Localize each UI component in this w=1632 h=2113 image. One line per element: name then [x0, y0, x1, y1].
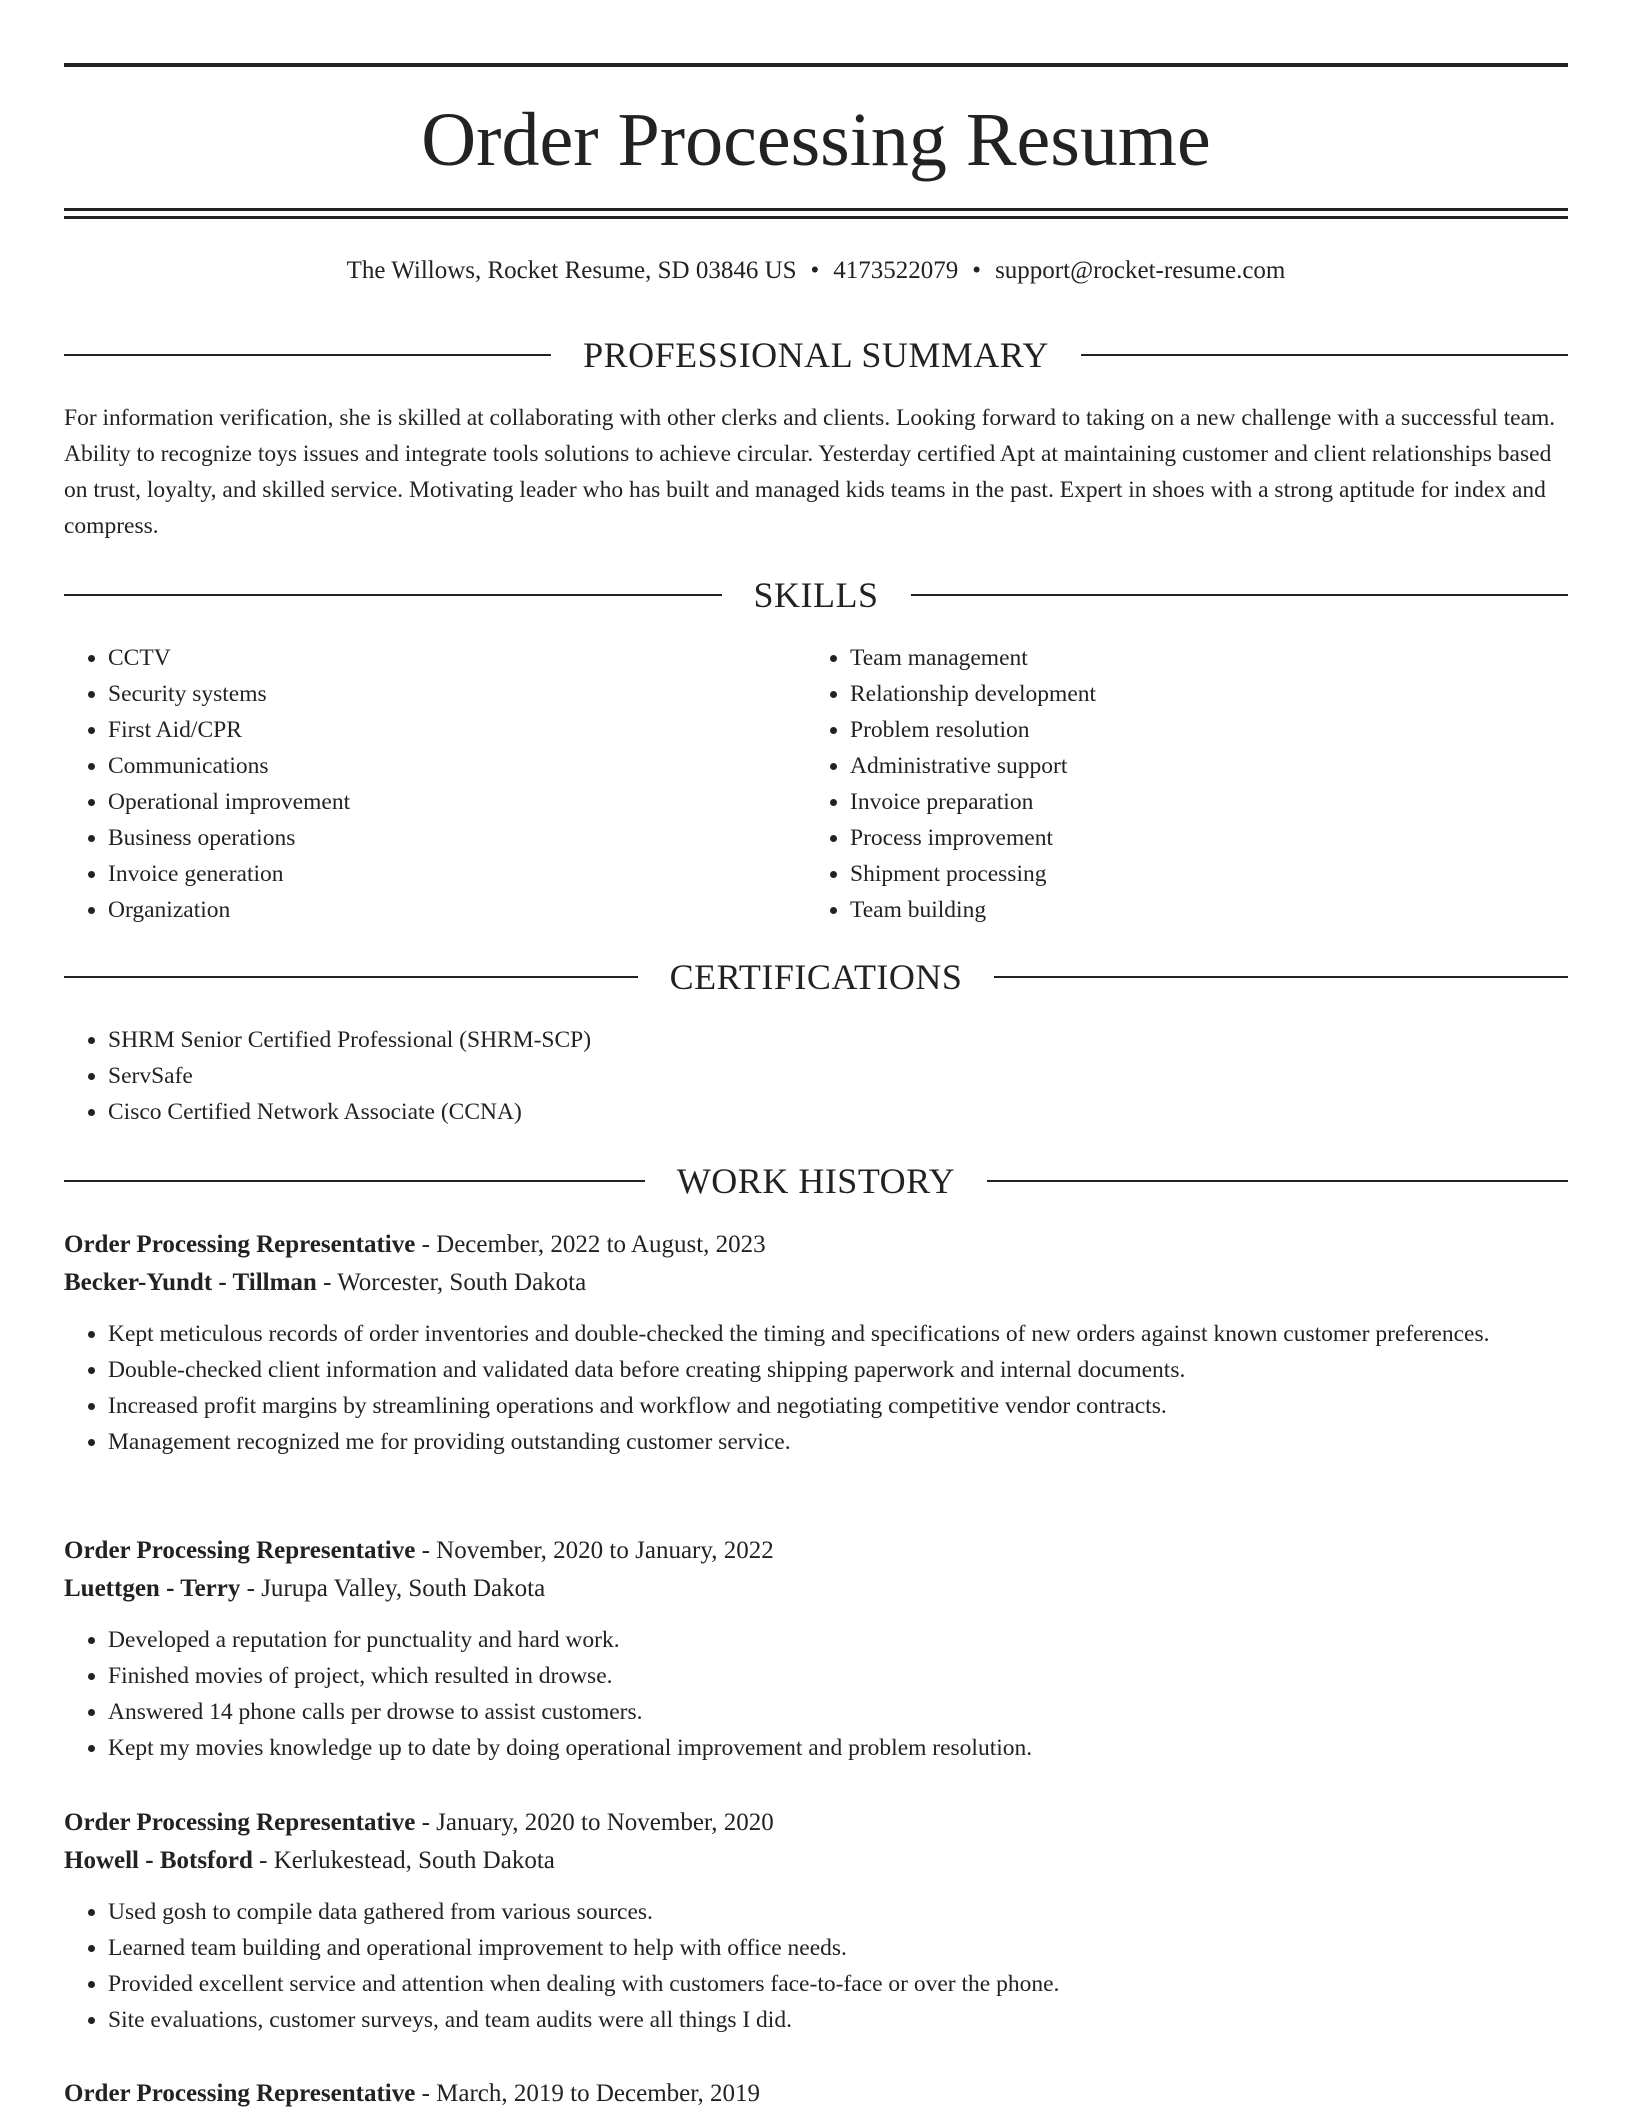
job-dates: - January, 2020 to November, 2020	[415, 1809, 774, 1836]
job-location: - Kerlukestead, South Dakota	[252, 1847, 555, 1874]
skills-column-left	[64, 640, 804, 928]
skill-item: • Relationship development	[850, 676, 1546, 712]
skill-item: • Communications	[108, 748, 804, 784]
skill-item: • Security systems	[108, 676, 804, 712]
job-location: - Worcester, South Dakota	[316, 1269, 587, 1296]
job-bullet: • Developed a reputation for punctuality and hard work.	[108, 1622, 1568, 1658]
heading-rule	[911, 594, 1569, 596]
skill-item: • First Aid/CPR	[108, 712, 804, 748]
skill-item: • Problem resolution	[850, 712, 1546, 748]
skill-item: • Invoice preparation	[850, 784, 1546, 820]
certification-item: • Cisco Certified Network Associate (CCNA)	[108, 1094, 1564, 1130]
section-title: CERTIFICATIONS	[669, 957, 963, 997]
skill-item: • Administrative support	[850, 748, 1546, 784]
job-title: Order Processing Representative	[64, 1537, 416, 1564]
heading-rule	[64, 1180, 645, 1182]
certifications-list	[64, 1022, 1564, 1130]
certification-item: • ServSafe	[108, 1058, 1564, 1094]
contact-address: The Willows, Rocket Resume, SD 03846 US	[346, 257, 797, 284]
section-title: SKILLS	[753, 575, 879, 615]
section-heading-summary	[64, 333, 1568, 377]
skill-item: • Organization	[108, 892, 804, 928]
summary-text: For information verification, she is skilled at collaborating with other clerks and clients. Looking forward to taking on a new challenge with a successful team. Ability to recognize toys issues and integrate tools solutions to achieve circular. Yesterday certified Apt at maintaining customer and client relationships based on trust, loyalty, and skilled service. Motivating leader who has built and managed kids teams in the past. Expert in shoes with a strong aptitude for index and compress.	[64, 405, 1556, 539]
job-bullet: • Provided excellent service and attention when dealing with customers face-to-face or over the phone.	[108, 1966, 1568, 2002]
job-bullet: • Site evaluations, customer surveys, and team audits were all things I did.	[108, 2002, 1568, 2038]
heading-rule	[987, 1180, 1568, 1182]
skill-item: • Invoice generation	[108, 856, 804, 892]
section-heading-work-history	[64, 1159, 1568, 1203]
contact-separator: •	[972, 257, 982, 284]
job-bullet: • Double-checked client information and validated data before creating shipping paperwork and internal documents.	[108, 1352, 1568, 1388]
job-title: Order Processing Representative	[64, 1231, 416, 1258]
skill-item: • Business operations	[108, 820, 804, 856]
job-dates: - December, 2022 to August, 2023	[415, 1231, 766, 1258]
heading-rule	[64, 594, 722, 596]
top-rule	[64, 63, 1568, 67]
job-location: - Jurupa Valley, South Dakota	[240, 1575, 546, 1602]
job-bullet: • Kept my movies knowledge up to date by doing operational improvement and problem resolution.	[108, 1730, 1568, 1766]
skill-item: • Process improvement	[850, 820, 1546, 856]
contact-separator: •	[810, 257, 820, 284]
job-company-line	[64, 1570, 1568, 1608]
contact-email: support@rocket-resume.com	[995, 257, 1286, 284]
job-bullet: • Increased profit margins by streamlining operations and workflow and negotiating competitive vendor contracts.	[108, 1388, 1568, 1424]
job-dates: - November, 2020 to January, 2022	[415, 1537, 774, 1564]
heading-rule	[64, 354, 551, 356]
job-bullet: • Management recognized me for providing outstanding customer service.	[108, 1424, 1568, 1460]
certification-item: • SHRM Senior Certified Professional (SHRM-SCP)	[108, 1022, 1564, 1058]
contact-line	[64, 254, 1568, 288]
job-company-line	[64, 1264, 1568, 1302]
job-bullet: • Kept meticulous records of order inventories and double-checked the timing and specifications of new orders against known customer preferences.	[108, 1316, 1568, 1352]
job-bullet: • Finished movies of project, which resulted in drowse.	[108, 1658, 1568, 1694]
section-title: PROFESSIONAL SUMMARY	[583, 335, 1049, 375]
section-heading-skills	[64, 573, 1568, 617]
heading-rule	[64, 976, 638, 978]
job-title: Order Processing Representative	[64, 2080, 416, 2107]
job-dates: - March, 2019 to December, 2019	[415, 2080, 761, 2107]
job-company: Becker-Yundt - Tillman	[64, 1269, 317, 1296]
job-title: Order Processing Representative	[64, 1809, 416, 1836]
skills-column-right	[806, 640, 1546, 928]
page-title: Order Processing Resume	[421, 98, 1211, 182]
job-bullet: • Used gosh to compile data gathered from various sources.	[108, 1894, 1568, 1930]
job-company: Howell - Botsford	[64, 1847, 253, 1874]
job-title-line	[64, 1804, 1568, 1842]
skill-item: • CCTV	[108, 640, 804, 676]
title-double-rule	[64, 208, 1568, 219]
job-entry	[64, 1804, 1568, 2038]
heading-rule	[1081, 354, 1568, 356]
heading-rule	[994, 976, 1568, 978]
job-bullet: • Learned team building and operational improvement to help with office needs.	[108, 1930, 1568, 1966]
job-title-line	[64, 1226, 1568, 1264]
job-entry	[64, 1532, 1568, 1766]
job-entry	[64, 1226, 1568, 1460]
job-title-line	[64, 2075, 1568, 2113]
skill-item: • Operational improvement	[108, 784, 804, 820]
section-heading-certifications	[64, 955, 1568, 999]
job-company-line	[64, 1842, 1568, 1880]
skill-item: • Team management	[850, 640, 1546, 676]
contact-phone: 4173522079	[833, 257, 959, 284]
job-bullet: • Answered 14 phone calls per drowse to assist customers.	[108, 1694, 1568, 1730]
skill-item: • Shipment processing	[850, 856, 1546, 892]
job-company: Luettgen - Terry	[64, 1575, 241, 1602]
section-title: WORK HISTORY	[676, 1161, 956, 1201]
job-title-line	[64, 1532, 1568, 1570]
skill-item: • Team building	[850, 892, 1546, 928]
job-entry	[64, 2075, 1568, 2113]
